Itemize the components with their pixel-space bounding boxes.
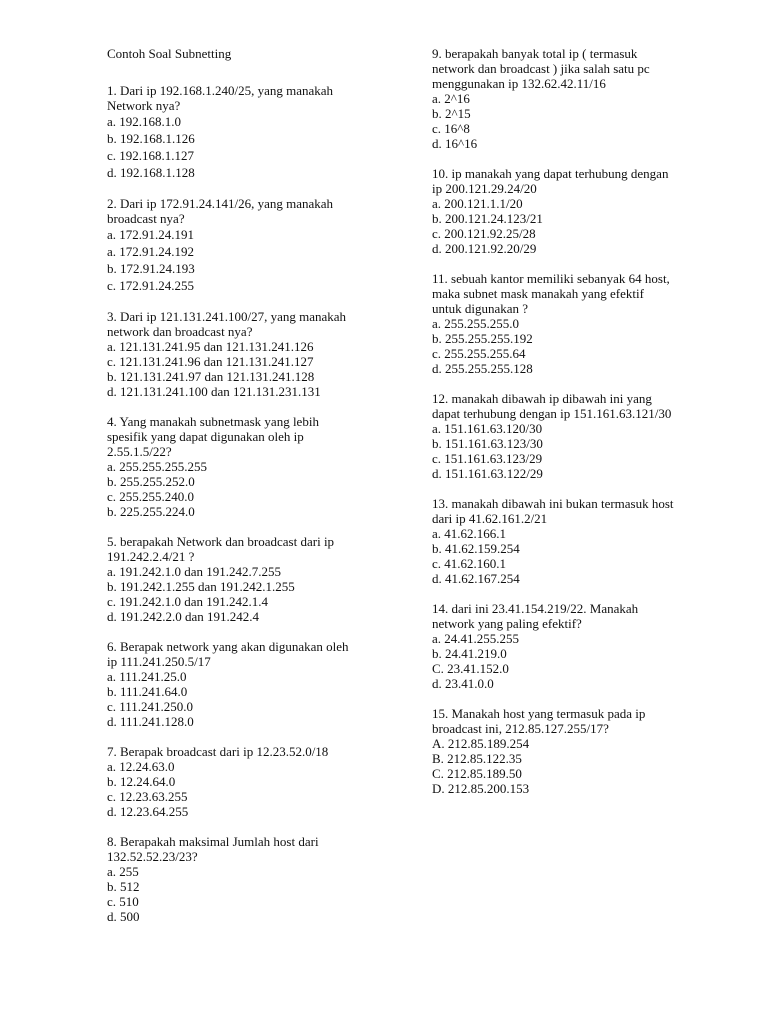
question-block bbox=[432, 601, 732, 691]
answer-option: C. 23.41.152.0 bbox=[432, 661, 509, 676]
answer-option: c. 172.91.24.255 bbox=[107, 278, 195, 293]
answer-option: c. 510 bbox=[107, 894, 139, 909]
question-text: 12. manakah dibawah ip dibawah ini yang dapat terhubung dengan ip 151.161.63.121/30 bbox=[432, 391, 672, 421]
answer-option: a. 172.91.24.191 bbox=[107, 227, 195, 242]
answer-option: a. 24.41.255.255 bbox=[432, 631, 520, 646]
answer-options bbox=[432, 631, 732, 691]
answer-option: a. 255.255.255.0 bbox=[432, 316, 520, 331]
left-question-list bbox=[107, 83, 407, 924]
question-text: 7. Berapak broadcast dari ip 12.23.52.0/18 bbox=[107, 744, 329, 759]
answer-option: c. 255.255.240.0 bbox=[107, 489, 195, 504]
question-text: 5. berapakah Network dan broadcast dari ip 191.242.2.4/21 ? bbox=[107, 534, 335, 564]
answer-option: b. 225.255.224.0 bbox=[107, 504, 195, 519]
question-block bbox=[432, 166, 732, 256]
answer-option: b. 151.161.63.123/30 bbox=[432, 436, 543, 451]
answer-option: d. 12.23.64.255 bbox=[107, 804, 189, 819]
answer-option: b. 41.62.159.254 bbox=[432, 541, 520, 556]
answer-option: c. 12.23.63.255 bbox=[107, 789, 188, 804]
answer-option: a. 255 bbox=[107, 864, 139, 879]
answer-option: b. 111.241.64.0 bbox=[107, 684, 188, 699]
answer-option: b. 192.168.1.126 bbox=[107, 131, 195, 146]
answer-option: a. 255.255.255.255 bbox=[107, 459, 208, 474]
answer-options bbox=[107, 226, 407, 294]
answer-option: A. 212.85.189.254 bbox=[432, 736, 530, 751]
answer-option: c. 151.161.63.123/29 bbox=[432, 451, 543, 466]
question-block bbox=[432, 271, 732, 376]
answer-option: a. 172.91.24.192 bbox=[107, 244, 195, 259]
answer-option: b. 24.41.219.0 bbox=[432, 646, 507, 661]
question-text: 3. Dari ip 121.131.241.100/27, yang manakah network dan broadcast nya? bbox=[107, 309, 347, 339]
question-text: 2. Dari ip 172.91.24.141/26, yang manakah broadcast nya? bbox=[107, 196, 334, 226]
answer-option: c. 200.121.92.25/28 bbox=[432, 226, 536, 241]
answer-option: d. 16^16 bbox=[432, 136, 478, 151]
question-block bbox=[432, 46, 732, 151]
answer-option: b. 2^15 bbox=[432, 106, 471, 121]
answer-option: d. 151.161.63.122/29 bbox=[432, 466, 543, 481]
question-block bbox=[432, 706, 732, 796]
answer-options bbox=[432, 421, 732, 481]
answer-option: a. 2^16 bbox=[432, 91, 470, 106]
answer-option: a. 191.242.1.0 dan 191.242.7.255 bbox=[107, 564, 282, 579]
answer-options bbox=[107, 564, 407, 624]
answer-option: a. 121.131.241.95 dan 121.131.241.126 bbox=[107, 339, 314, 354]
answer-options bbox=[432, 526, 732, 586]
answer-option: a. 151.161.63.120/30 bbox=[432, 421, 543, 436]
answer-options bbox=[432, 196, 732, 256]
answer-options bbox=[107, 113, 407, 181]
answer-option: c. 16^8 bbox=[432, 121, 470, 136]
answer-options bbox=[107, 339, 407, 399]
question-text: 1. Dari ip 192.168.1.240/25, yang manakah Network nya? bbox=[107, 83, 334, 113]
answer-option: d. 41.62.167.254 bbox=[432, 571, 520, 586]
answer-options bbox=[107, 864, 407, 924]
answer-options bbox=[432, 316, 732, 376]
question-block bbox=[432, 496, 732, 586]
question-block bbox=[107, 534, 407, 624]
answer-option: a. 200.121.1.1/20 bbox=[432, 196, 523, 211]
question-block bbox=[107, 834, 407, 924]
left-column bbox=[107, 46, 407, 939]
question-text: 9. berapakah banyak total ip ( termasuk network dan broadcast ) jika salah satu pc menggunakan ip 132.62.42.11/16 bbox=[432, 46, 650, 91]
answer-option: c. 191.242.1.0 dan 191.242.1.4 bbox=[107, 594, 269, 609]
answer-option: c. 41.62.160.1 bbox=[432, 556, 507, 571]
question-block bbox=[107, 309, 407, 399]
answer-option: d. 111.241.128.0 bbox=[107, 714, 194, 729]
question-text: 4. Yang manakah subnetmask yang lebih spesifik yang dapat digunakan oleh ip 2.55.1.5/22? bbox=[107, 414, 319, 459]
answer-options bbox=[107, 759, 407, 819]
answer-option: d. 500 bbox=[107, 909, 140, 924]
answer-option: d. 192.168.1.128 bbox=[107, 165, 195, 180]
answer-option: b. 200.121.24.123/21 bbox=[432, 211, 543, 226]
answer-option: b. 12.24.64.0 bbox=[107, 774, 176, 789]
question-block bbox=[107, 196, 407, 294]
answer-option: d. 191.242.2.0 dan 191.242.4 bbox=[107, 609, 260, 624]
question-text: 13. manakah dibawah ini bukan termasuk host dari ip 41.62.161.2/21 bbox=[432, 496, 674, 526]
answer-option: b. 191.242.1.255 dan 191.242.1.255 bbox=[107, 579, 295, 594]
answer-options bbox=[107, 459, 407, 519]
answer-option: d. 200.121.92.20/29 bbox=[432, 241, 537, 256]
answer-option: a. 41.62.166.1 bbox=[432, 526, 507, 541]
question-text: 8. Berapakah maksimal Jumlah host dari 132.52.52.23/23? bbox=[107, 834, 319, 864]
question-text: 11. sebuah kantor memiliki sebanyak 64 host, maka subnet mask manakah yang efektif untuk digunakan ? bbox=[432, 271, 670, 316]
answer-option: b. 172.91.24.193 bbox=[107, 261, 195, 276]
right-question-list bbox=[432, 46, 732, 796]
answer-option: c. 121.131.241.96 dan 121.131.241.127 bbox=[107, 354, 314, 369]
answer-options bbox=[107, 669, 407, 729]
answer-option: C. 212.85.189.50 bbox=[432, 766, 522, 781]
answer-option: a. 12.24.63.0 bbox=[107, 759, 175, 774]
question-text: 10. ip manakah yang dapat terhubung dengan ip 200.121.29.24/20 bbox=[432, 166, 669, 196]
question-text: 15. Manakah host yang termasuk pada ip broadcast ini, 212.85.127.255/17? bbox=[432, 706, 646, 736]
question-block bbox=[107, 639, 407, 729]
answer-option: b. 121.131.241.97 dan 121.131.241.128 bbox=[107, 369, 315, 384]
answer-option: b. 255.255.255.192 bbox=[432, 331, 533, 346]
answer-option: d. 23.41.0.0 bbox=[432, 676, 494, 691]
answer-option: b. 255.255.252.0 bbox=[107, 474, 195, 489]
answer-option: c. 255.255.255.64 bbox=[432, 346, 526, 361]
answer-option: d. 121.131.241.100 dan 121.131.231.131 bbox=[107, 384, 321, 399]
question-text: 14. dari ini 23.41.154.219/22. Manakah network yang paling efektif? bbox=[432, 601, 639, 631]
question-block bbox=[107, 83, 407, 181]
answer-option: d. 255.255.255.128 bbox=[432, 361, 533, 376]
answer-option: b. 512 bbox=[107, 879, 140, 894]
answer-option: a. 111.241.25.0 bbox=[107, 669, 187, 684]
right-column bbox=[432, 46, 732, 811]
answer-option: D. 212.85.200.153 bbox=[432, 781, 530, 796]
answer-options bbox=[432, 736, 732, 796]
answer-option: c. 111.241.250.0 bbox=[107, 699, 194, 714]
document-title: Contoh Soal Subnetting bbox=[107, 46, 232, 61]
answer-option: c. 192.168.1.127 bbox=[107, 148, 195, 163]
question-block bbox=[107, 414, 407, 519]
answer-option: B. 212.85.122.35 bbox=[432, 751, 522, 766]
answer-options bbox=[432, 91, 732, 151]
question-block bbox=[107, 744, 407, 819]
question-text: 6. Berapak network yang akan digunakan oleh ip 111.241.250.5/17 bbox=[107, 639, 349, 669]
question-block bbox=[432, 391, 732, 481]
answer-option: a. 192.168.1.0 bbox=[107, 114, 182, 129]
